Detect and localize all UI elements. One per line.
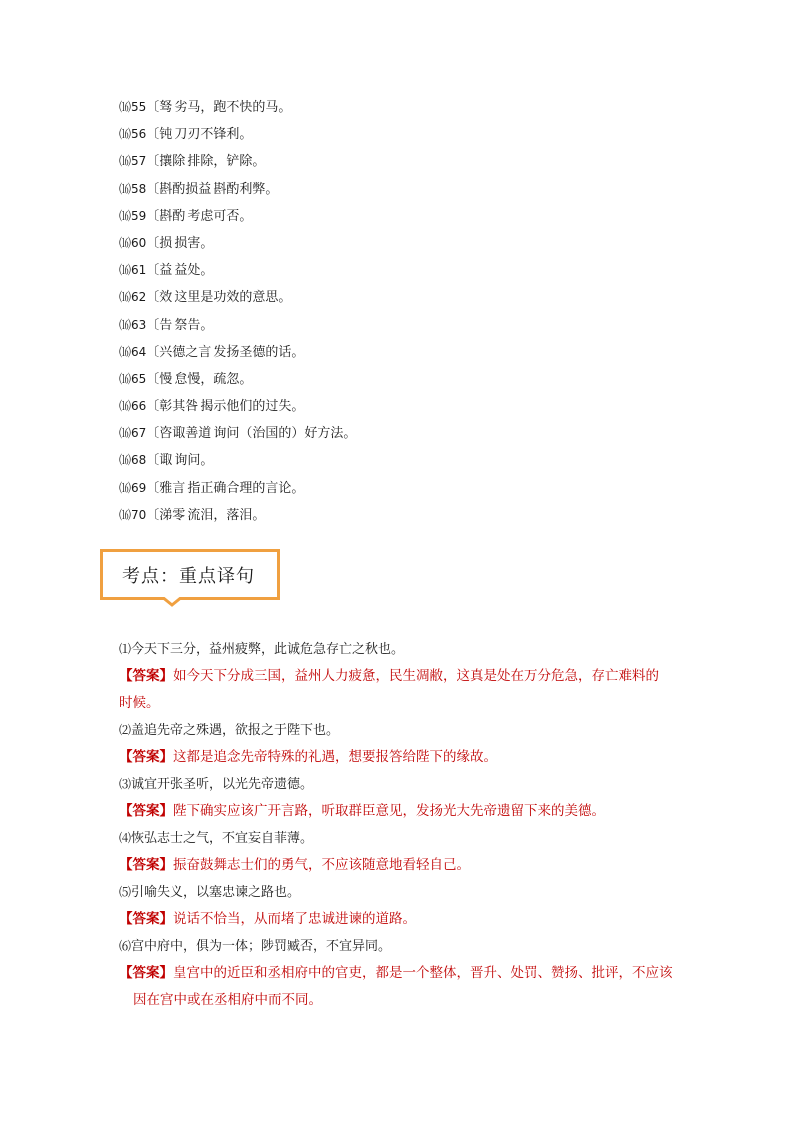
question-text: 盖追先帝之殊遇，欲报之于陛下也。 — [131, 723, 340, 738]
annotation-list — [119, 94, 356, 529]
note-term: 〔 斟酌 — [146, 209, 185, 224]
sentence-answer — [119, 744, 689, 771]
note-item — [119, 121, 356, 148]
note-definition: 劣马，跑不快的马。 — [174, 100, 292, 115]
note-number: ⒃69 — [119, 480, 147, 495]
sentence-question — [119, 771, 689, 798]
note-number: ⒃65 — [119, 371, 147, 386]
section-title: 考点：重点译句 — [122, 566, 255, 587]
answer-text: 如今天下分成三国，益州人力疲惫，民生凋敝，这真是处在万分危急，存亡难料的 — [173, 668, 659, 684]
answer-text: 皇宫中的近臣和丞相府中的官吏，都是一个整体，晋升、处罚、赞扬、批评，不应该 — [173, 965, 673, 981]
answer-tag: 【答案】 — [119, 857, 173, 873]
note-item — [119, 502, 356, 529]
answer-tag: 【答案】 — [119, 803, 173, 819]
note-item — [119, 420, 356, 447]
translation-items — [119, 636, 689, 1014]
note-item — [119, 339, 356, 366]
note-number: ⒃55 — [119, 100, 147, 114]
question-number: ⑹ — [119, 939, 132, 953]
note-definition: 指正确合理的言论。 — [187, 480, 305, 496]
note-definition: 排除，铲除。 — [187, 154, 266, 170]
sentence-question — [119, 879, 689, 906]
note-definition: 询问。 — [174, 453, 214, 469]
note-item — [119, 94, 356, 121]
question-text: 诚宜开张圣听，以光先帝遗德。 — [131, 777, 314, 792]
note-term: 〔 雅言 — [146, 481, 185, 496]
note-number: ⒃60 — [119, 235, 147, 250]
note-item — [119, 284, 356, 311]
sentence-answer — [119, 852, 689, 879]
note-item — [119, 176, 356, 203]
note-term: 〔 驽 — [146, 100, 172, 115]
note-number: ⒃57 — [119, 154, 147, 169]
note-item — [119, 203, 356, 230]
note-item — [119, 230, 356, 257]
answer-continuation: 因在宫中或在丞相府中而不同。 — [133, 992, 322, 1008]
note-term: 〔 攘除 — [146, 154, 185, 169]
note-number: ⒃70 — [119, 507, 147, 522]
note-definition: 询问（治国的）好方法。 — [213, 426, 357, 442]
question-number: ⑸ — [119, 885, 132, 899]
note-number: ⒃62 — [119, 290, 147, 305]
note-term: 〔 涕零 — [146, 508, 185, 523]
note-number: ⒃59 — [119, 208, 147, 223]
note-term: 〔 告 — [146, 318, 172, 333]
note-term: 〔 效 — [146, 290, 172, 305]
note-definition: 刀刃不锋利。 — [174, 127, 253, 143]
question-text: 宫中府中，俱为一体；陟罚臧否，不宜异同。 — [131, 939, 392, 954]
question-number: ⑷ — [119, 831, 132, 845]
note-number: ⒃58 — [119, 181, 147, 196]
question-number: ⑵ — [119, 723, 132, 737]
note-term: 〔 钝 — [146, 127, 172, 142]
note-item — [119, 312, 356, 339]
note-number: ⒃68 — [119, 453, 147, 468]
note-number: ⒃63 — [119, 317, 147, 332]
note-item — [119, 257, 356, 284]
note-item — [119, 148, 356, 175]
note-term: 〔 慢 — [146, 372, 172, 387]
note-item — [119, 475, 356, 502]
note-term: 〔 损 — [146, 236, 172, 251]
answer-text: 说话不恰当，从而堵了忠诚进谏的道路。 — [173, 911, 416, 927]
sentence-answer — [119, 663, 689, 717]
note-number: ⒃66 — [119, 399, 147, 414]
note-term: 〔 诹 — [146, 453, 172, 468]
note-definition: 揭示他们的过失。 — [200, 399, 305, 415]
note-term: 〔 益 — [146, 263, 172, 278]
answer-tag: 【答案】 — [119, 668, 173, 684]
note-term: 〔 斟酌损益 — [146, 182, 211, 197]
answer-text: 这都是追念先帝特殊的礼遇，想要报答给陛下的缘故。 — [173, 749, 497, 765]
note-term: 〔 彰其咎 — [146, 399, 198, 414]
note-definition: 祭告。 — [174, 317, 214, 333]
note-number: ⒃61 — [119, 263, 147, 278]
question-number: ⑶ — [119, 777, 132, 791]
answer-tag: 【答案】 — [119, 911, 173, 927]
answer-text: 陛下确实应该广开言路，听取群臣意见，发扬光大先帝遗留下来的美德。 — [173, 803, 605, 819]
question-text: 恢弘志士之气，不宜妄自菲薄。 — [131, 831, 314, 846]
note-definition: 流泪，落泪。 — [187, 507, 266, 523]
sentence-answer — [119, 906, 689, 933]
note-item — [119, 447, 356, 474]
note-definition: 斟酌利弊。 — [213, 181, 279, 197]
answer-tag: 【答案】 — [119, 749, 173, 765]
sentence-answer — [119, 960, 689, 1014]
note-definition: 益处。 — [174, 263, 214, 279]
sentence-question — [119, 825, 689, 852]
note-number: ⒃67 — [119, 426, 147, 441]
note-term: 〔 兴德之言 — [146, 345, 211, 360]
answer-text: 振奋鼓舞志士们的勇气，不应该随意地看轻自己。 — [173, 857, 470, 873]
question-text: 引喻失义，以塞忠谏之路也。 — [131, 885, 301, 900]
note-item — [119, 393, 356, 420]
sentence-question — [119, 636, 689, 663]
question-text: 今天下三分，益州疲弊，此诚危急存亡之秋也。 — [131, 642, 405, 657]
note-definition: 考虑可否。 — [187, 208, 253, 224]
answer-continuation: 时候。 — [119, 695, 160, 711]
question-number: ⑴ — [119, 642, 132, 656]
note-term: 〔 咨诹善道 — [146, 426, 211, 441]
note-definition: 损害。 — [174, 235, 214, 251]
section-banner — [100, 549, 280, 601]
note-definition: 发扬圣德的话。 — [213, 344, 305, 360]
sentence-question — [119, 717, 689, 744]
note-definition: 这里是功效的意思。 — [174, 290, 292, 306]
note-number: ⒃56 — [119, 127, 147, 142]
note-definition: 怠慢，疏忽。 — [174, 371, 253, 387]
sentence-question — [119, 933, 689, 960]
answer-tag: 【答案】 — [119, 965, 173, 981]
note-item — [119, 366, 356, 393]
note-number: ⒃64 — [119, 344, 147, 359]
sentence-answer — [119, 798, 689, 825]
